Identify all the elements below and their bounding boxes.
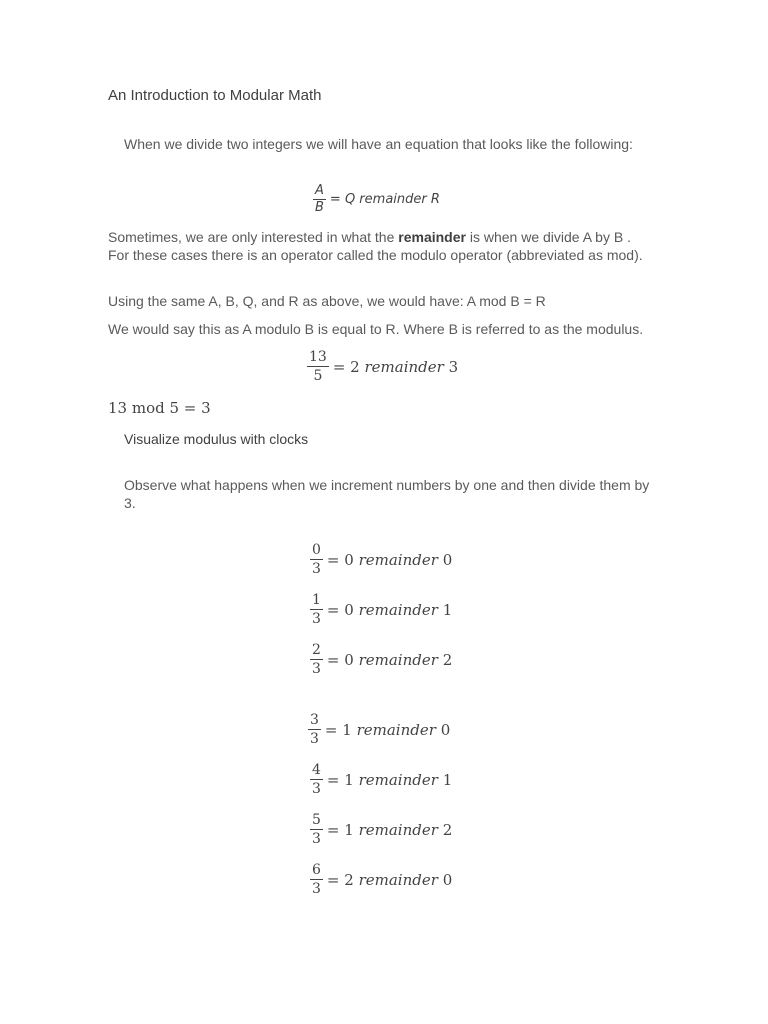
fraction-denominator: B xyxy=(315,200,324,215)
fraction-denominator: 3 xyxy=(312,561,321,577)
rhs-remainder: 0 xyxy=(442,870,453,889)
fraction-numerator: A xyxy=(313,183,326,200)
fraction-denominator: 3 xyxy=(310,731,319,747)
division-fraction xyxy=(308,711,321,748)
rhs-remainder: 2 xyxy=(442,650,453,669)
intro-text: When we divide two integers we will have an equation that looks like the following: xyxy=(124,136,633,152)
equation-rhs: = 2 remainder 0 xyxy=(326,870,453,889)
equation-rhs: = 0 remainder 0 xyxy=(326,550,453,569)
fraction-denominator: 5 xyxy=(313,368,323,384)
rhs-remainder: 0 xyxy=(440,720,451,739)
say-this-text: We would say this as A modulo B is equal to R. Where B is referred to as the modulus. xyxy=(108,321,644,337)
equation-rhs: = 1 remainder 2 xyxy=(326,820,453,839)
observe-text: Observe what happens when we increment numbers by one and then divide them by 3. xyxy=(124,477,650,511)
division-fraction xyxy=(310,541,323,578)
sometimes-pre: Sometimes, we are only interested in what the xyxy=(108,229,399,245)
equation-rhs: = 1 remainder 1 xyxy=(326,770,453,789)
equation-rhs: = 0 remainder 2 xyxy=(326,650,453,669)
rhs-quotient: = 2 xyxy=(332,357,365,376)
division-equation xyxy=(310,861,452,898)
rhs-word: remainder xyxy=(358,550,438,569)
fraction-numerator: 6 xyxy=(312,862,321,878)
rhs-word: remainder xyxy=(358,600,438,619)
using-same-text: Using the same A, B, Q, and R as above, we would have: A mod B = R xyxy=(108,293,546,309)
sometimes-post: is when we divide A by B . xyxy=(465,229,631,245)
equation-rhs: = 0 remainder 1 xyxy=(326,600,453,619)
fraction-denominator: 3 xyxy=(312,781,321,797)
rhs-word: remainder xyxy=(356,720,436,739)
division-equation xyxy=(310,591,452,628)
rhs-remainder: 0 xyxy=(442,550,453,569)
fraction-numerator: 3 xyxy=(310,712,319,728)
rhs-remainder: 3 xyxy=(443,357,459,376)
equation-rhs: = Q remainder R xyxy=(329,192,440,207)
division-equation xyxy=(310,641,452,678)
rhs-word: remainder xyxy=(358,650,438,669)
visualize-heading: Visualize modulus with clocks xyxy=(124,431,309,447)
rhs-quotient: 1 xyxy=(344,770,354,789)
division-fraction xyxy=(310,811,323,848)
equation-rhs xyxy=(333,358,458,376)
fraction-numerator: 1 xyxy=(312,592,321,608)
division-equation xyxy=(308,711,450,748)
rhs-word: remainder xyxy=(358,870,438,889)
example-fraction xyxy=(307,348,329,385)
division-fraction xyxy=(310,591,323,628)
mod-example: 13 mod 5 = 3 xyxy=(108,399,211,417)
remainder-bold: remainder xyxy=(398,229,466,245)
page-title: An Introduction to Modular Math xyxy=(108,87,322,104)
rhs-word: remainder xyxy=(358,770,438,789)
rhs-quotient: 1 xyxy=(344,820,354,839)
rhs-remainder: 1 xyxy=(442,600,453,619)
fraction-denominator: 3 xyxy=(312,611,321,627)
division-equation xyxy=(310,541,452,578)
division-fraction xyxy=(310,761,323,798)
general-fraction xyxy=(313,183,326,216)
example-equation xyxy=(307,348,458,385)
rhs-word: remainder xyxy=(364,357,444,376)
rhs-quotient: 2 xyxy=(344,870,354,889)
fraction-numerator: 0 xyxy=(312,542,321,558)
rhs-quotient: 1 xyxy=(342,720,352,739)
fraction-numerator: 4 xyxy=(312,762,321,778)
fraction-denominator: 3 xyxy=(312,831,321,847)
rhs-remainder: 2 xyxy=(442,820,453,839)
fraction-numerator: 5 xyxy=(312,812,321,828)
rhs-word: remainder xyxy=(358,820,438,839)
fraction-numerator: 2 xyxy=(312,642,321,658)
fraction-numerator: 13 xyxy=(309,349,327,365)
division-equation xyxy=(310,811,452,848)
equation-rhs: = 1 remainder 0 xyxy=(324,720,451,739)
general-equation xyxy=(313,183,440,216)
rhs-quotient: 0 xyxy=(344,600,354,619)
division-fraction xyxy=(310,861,323,898)
fraction-denominator: 3 xyxy=(312,661,321,677)
division-fraction xyxy=(310,641,323,678)
rhs-quotient: 0 xyxy=(344,650,354,669)
fraction-denominator: 3 xyxy=(312,881,321,897)
cases-text: For these cases there is an operator called the modulo operator (abbreviated as mod). xyxy=(108,247,643,263)
division-equation xyxy=(310,761,452,798)
rhs-remainder: 1 xyxy=(442,770,453,789)
sometimes-text xyxy=(108,228,631,246)
rhs-quotient: 0 xyxy=(344,550,354,569)
